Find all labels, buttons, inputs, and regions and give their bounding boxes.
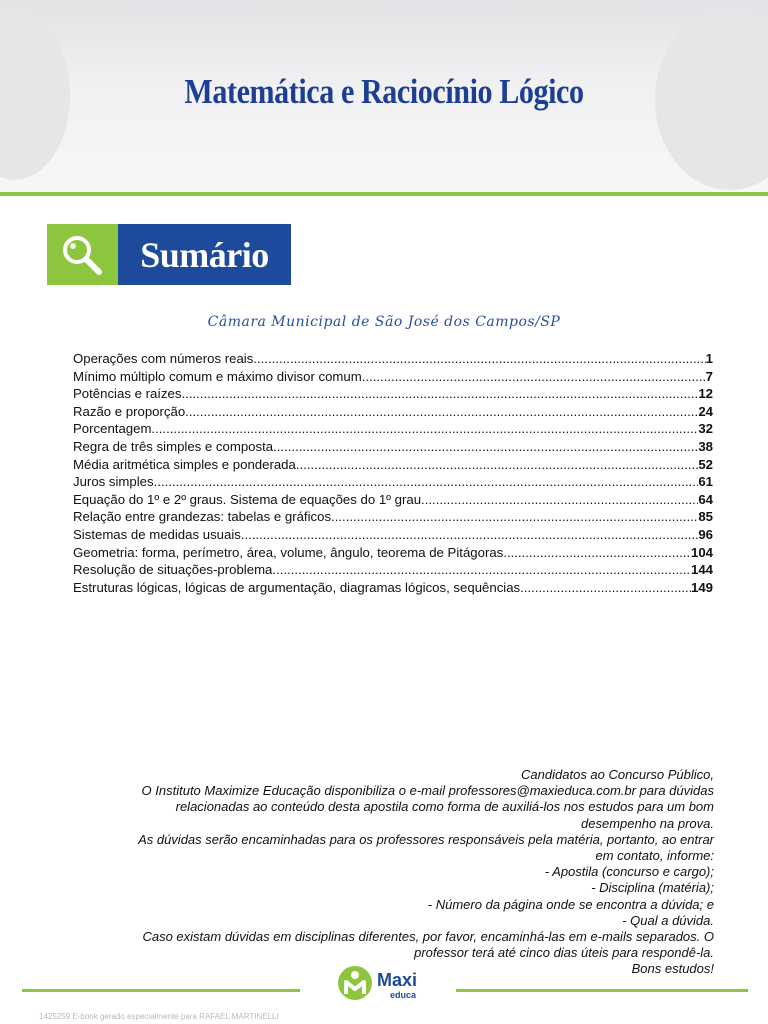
toc-entry-label: Juros simples. (73, 474, 158, 490)
notice-line: - Número da página onde se encontra a dúvida; e (427, 896, 714, 912)
logo-mark (338, 966, 372, 1000)
footer-divider-right (456, 989, 748, 992)
toc-entry-page: 24 (698, 403, 713, 419)
toc-entry (73, 473, 713, 491)
notice-line: Candidatos ao Concurso Público, (521, 767, 714, 782)
logo-text: Maxi (377, 970, 418, 990)
toc-leader-dots (257, 350, 706, 368)
toc-leader-dots (185, 385, 698, 403)
notice-line: - Apostila (concurso e cargo); (544, 864, 714, 880)
toc-entry-page: 85 (698, 509, 713, 525)
toc-entry-label: Estruturas lógicas, lógicas de argumentação, diagramas lógicos, sequências. (73, 579, 524, 595)
toc-leader-dots (524, 579, 691, 597)
notice-line: - Qual a dúvida. (622, 912, 714, 928)
toc-entry-page: 149 (690, 579, 713, 595)
notice-line: Caso existam dúvidas em disciplinas diferentes, por favor, encaminhá-las em e-mails separados. O (142, 929, 714, 945)
logo-subtext: educa (390, 990, 417, 1000)
toc-entry-page: 144 (690, 562, 713, 578)
toc-entry-page: 64 (698, 491, 713, 507)
notice-line: desempenho na prova. (581, 815, 714, 831)
toc-leader-dots (365, 368, 705, 386)
notice-line: em contato, informe: (595, 848, 714, 864)
toc-entry-page: 96 (698, 526, 713, 542)
notice-line: O Instituto Maximize Educação disponibiliza o e-mail professores@maxieduca.com.br para dúvidas (141, 783, 714, 799)
footer-divider-left (22, 989, 300, 992)
toc-entry-label: Sistemas de medidas usuais (73, 526, 241, 542)
candidate-notice (60, 767, 714, 978)
toc-entry (73, 579, 713, 597)
notice-line: As dúvidas serão encaminhadas para os professores responsáveis pela matéria, portanto, ao entrar (138, 831, 714, 847)
toc-entry (73, 456, 713, 474)
toc-entry (73, 561, 713, 579)
toc-entry-label: Geometria: forma, perímetro, área, volume, ângulo, teorema de Pitágoras. (73, 544, 507, 560)
toc-entry-page: 104 (690, 544, 713, 560)
sumario-title: Sumário (118, 224, 291, 285)
toc-entry-page: 32 (698, 421, 713, 437)
document-title: Matemática e Raciocínio Lógico (184, 72, 584, 111)
toc-leader-dots (276, 561, 691, 579)
toc-leader-dots (335, 508, 699, 526)
toc-entry-page: 61 (698, 474, 713, 490)
toc-entry-label: Razão e proporção. (73, 403, 189, 419)
toc-entry (73, 368, 713, 386)
toc-leader-dots (507, 544, 691, 562)
toc-entry-label: Relação entre grandezas: tabelas e gráficos. (73, 509, 335, 525)
toc-leader-dots (300, 456, 699, 474)
toc-entry-label: Resolução de situações-problema. (73, 562, 277, 578)
table-of-contents (73, 350, 713, 596)
toc-entry-label: Mínimo múltiplo comum e máximo divisor comum. (73, 368, 366, 384)
page-header (0, 0, 768, 192)
toc-entry (73, 438, 713, 456)
toc-entry (73, 508, 713, 526)
toc-entry (73, 420, 713, 438)
document-subtitle: Câmara Municipal de São José dos Campos/SP (207, 314, 561, 330)
toc-entry (73, 403, 713, 421)
search-icon (60, 233, 106, 279)
toc-entry (73, 385, 713, 403)
notice-line: - Disciplina (matéria); (591, 880, 714, 896)
toc-entry (73, 544, 713, 562)
toc-entry-page: 38 (698, 438, 713, 454)
toc-entry-label: Operações com números reais. (73, 351, 257, 366)
sumario-banner (47, 224, 291, 285)
toc-leader-dots (155, 420, 698, 438)
toc-entry-label: Regra de três simples e composta. (73, 438, 277, 454)
toc-entry-page: 12 (698, 386, 713, 402)
notice-line: professor terá até cinco dias úteis para respondê-la. (414, 945, 714, 961)
toc-entry-page: 1 (705, 351, 713, 366)
toc-leader-dots (157, 473, 698, 491)
header-divider (0, 192, 768, 196)
toc-leader-dots (425, 491, 699, 509)
toc-entry-page: 52 (698, 456, 713, 472)
toc-entry-label: Equação do 1º e 2º graus. Sistema de equações do 1º grau. (73, 491, 425, 507)
maxi-educa-logo (338, 966, 438, 1006)
toc-entry-label: Porcentagem. (73, 421, 156, 437)
footer-ebook-id: 1425259 E-book gerado especialmente para RAFAEL MARTINELLI (39, 1012, 279, 1021)
search-icon-box (47, 224, 118, 285)
toc-entry-page: 7 (705, 368, 713, 384)
toc-leader-dots (277, 438, 699, 456)
toc-leader-dots (189, 403, 698, 421)
toc-entry-label: Média aritmética simples e ponderada. (73, 456, 300, 472)
notice-line: relacionadas ao conteúdo desta apostila como forma de auxiliá-los nos estudos para um bom (175, 799, 714, 815)
toc-entry (73, 526, 713, 544)
toc-entry-label: Potências e raízes. (73, 386, 186, 402)
toc-entry (73, 491, 713, 509)
notice-line: Bons estudos! (631, 961, 714, 977)
toc-entry (73, 350, 713, 368)
toc-leader-dots (241, 526, 698, 544)
